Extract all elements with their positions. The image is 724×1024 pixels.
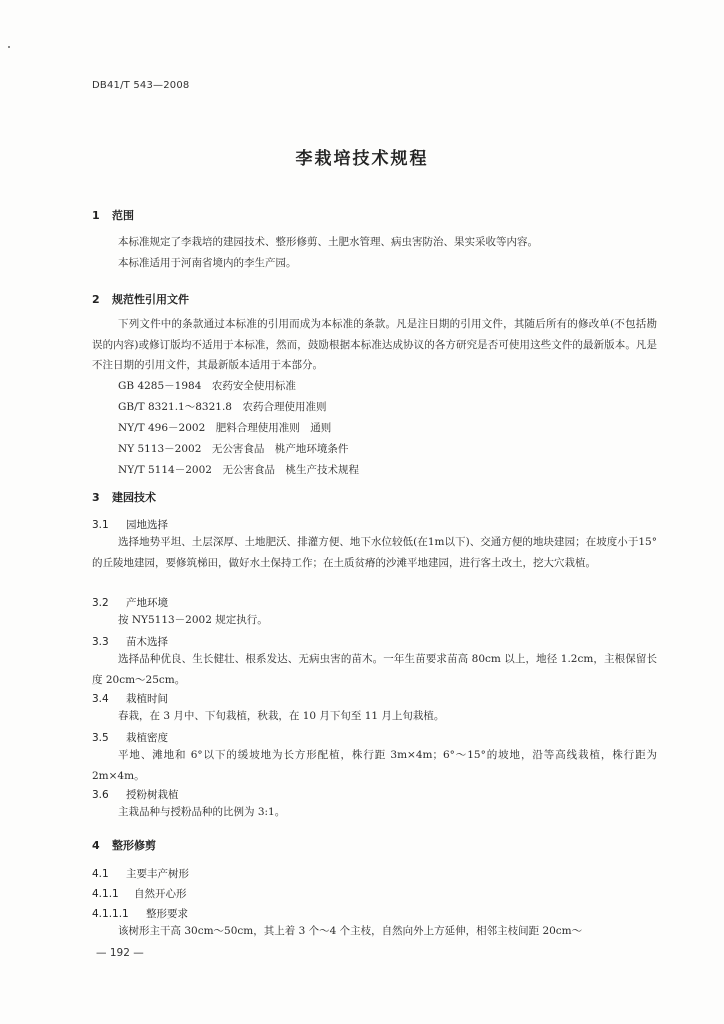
subsection-3-6-text: 主栽品种与授粉品种的比例为 3:1。	[118, 806, 286, 818]
document-title: 李栽培技术规程	[295, 149, 429, 169]
section-4-heading	[92, 837, 156, 853]
subsection-4-1-1-1-heading	[92, 906, 188, 921]
section-number: 2	[92, 293, 100, 306]
reference-item: GB 4285－1984 农药安全使用标准	[118, 380, 296, 392]
subsection-3-1-text: 选择地势平坦、土层深厚、土地肥沃、排灌方便、地下水位较低(在1m以下)、交通方便的地块建园；在坡度小于15°的丘陵地建园，要修筑梯田，做好水土保持工作；在土质贫瘠的沙滩平地建园，进行客土改土，挖大穴栽植。	[92, 536, 657, 569]
subsection-3-1-heading	[92, 517, 168, 532]
subsection-title: 栽植时间	[126, 693, 168, 705]
subsection-title: 苗木选择	[126, 636, 168, 648]
subsection-number: 3.2	[92, 597, 109, 609]
subsection-4-1-1-1-text: 该树形主干高 30cm～50cm，其上着 3 个～4 个主枝，自然向外上方延伸，相邻主枝间距 20cm～	[118, 925, 583, 937]
subsection-number: 4.1.1.1	[92, 908, 129, 920]
standard-code: DB41/T 543—2008	[92, 80, 190, 91]
subsection-3-6-heading	[92, 787, 179, 802]
subsection-number: 4.1	[92, 868, 109, 880]
section-title: 整形修剪	[112, 839, 156, 852]
reference-item: GB/T 8321.1～8321.8 农药合理使用准则	[118, 401, 327, 413]
subsection-title: 授粉树栽植	[126, 789, 179, 801]
section-1-heading	[92, 207, 134, 223]
section-1-para-1: 本标准规定了李栽培的建园技术、整形修剪、土肥水管理、病虫害防治、果实采收等内容。	[118, 236, 538, 248]
section-title: 范围	[112, 209, 134, 222]
subsection-title: 整形要求	[146, 908, 188, 920]
scan-artifact	[8, 46, 10, 48]
section-1-para-2: 本标准适用于河南省境内的李生产园。	[118, 257, 297, 269]
subsection-title: 自然开心形	[134, 888, 187, 900]
subsection-number: 3.1	[92, 519, 109, 531]
subsection-number: 3.6	[92, 789, 109, 801]
section-number: 3	[92, 491, 100, 504]
subsection-3-5-text: 平地、滩地和 6°以下的缓坡地为长方形配植，株行距 3m×4m；6°～15°的坡地，沿等高线栽植，株行距为 2m×4m。	[92, 749, 657, 782]
subsection-3-4-text: 春栽，在 3 月中、下旬栽植，秋栽，在 10 月下旬至 11 月上旬栽植。	[118, 710, 445, 722]
subsection-title: 栽植密度	[126, 732, 168, 744]
subsection-number: 3.4	[92, 693, 109, 705]
subsection-3-2-text: 按 NY5113－2002 规定执行。	[118, 614, 268, 626]
subsection-3-3-text: 选择品种优良、生长健壮、根系发达、无病虫害的苗木。一年生苗要求苗高 80cm 以上，地径 1.2cm，主根保留长度 20cm～25cm。	[92, 653, 657, 686]
subsection-title: 园地选择	[126, 519, 168, 531]
section-title: 建园技术	[112, 491, 156, 504]
subsection-3-2-heading	[92, 595, 168, 610]
section-3-heading	[92, 489, 156, 505]
section-2-heading	[92, 291, 189, 307]
subsection-number: 4.1.1	[92, 888, 119, 900]
subsection-3-4-heading	[92, 691, 168, 706]
reference-item: NY/T 496－2002 肥料合理使用准则 通则	[118, 422, 332, 434]
subsection-3-3-heading	[92, 634, 168, 649]
subsection-title: 主要丰产树形	[126, 868, 189, 880]
section-2-intro: 下列文件中的条款通过本标准的引用而成为本标准的条款。凡是注日期的引用文件，其随后所有的修改单(不包括勘误的内容)或修订版均不适用于本标准，然而，鼓励根据本标准达成协议的各方研究是否可使用这些文件的最新版本。凡是不注日期的引用文件，其最新版本适用于本部分。	[92, 318, 657, 371]
subsection-title: 产地环境	[126, 597, 168, 609]
section-number: 1	[92, 209, 100, 222]
subsection-4-1-1-heading	[92, 886, 187, 901]
reference-item: NY 5113－2002 无公害食品 桃产地环境条件	[118, 443, 349, 455]
subsection-4-1-heading	[92, 866, 189, 881]
subsection-number: 3.5	[92, 732, 109, 744]
section-title: 规范性引用文件	[112, 293, 189, 306]
page-number: — 192 —	[96, 947, 144, 959]
reference-item: NY/T 5114－2002 无公害食品 桃生产技术规程	[118, 464, 359, 476]
subsection-number: 3.3	[92, 636, 109, 648]
subsection-3-5-heading	[92, 730, 168, 745]
section-number: 4	[92, 839, 100, 852]
